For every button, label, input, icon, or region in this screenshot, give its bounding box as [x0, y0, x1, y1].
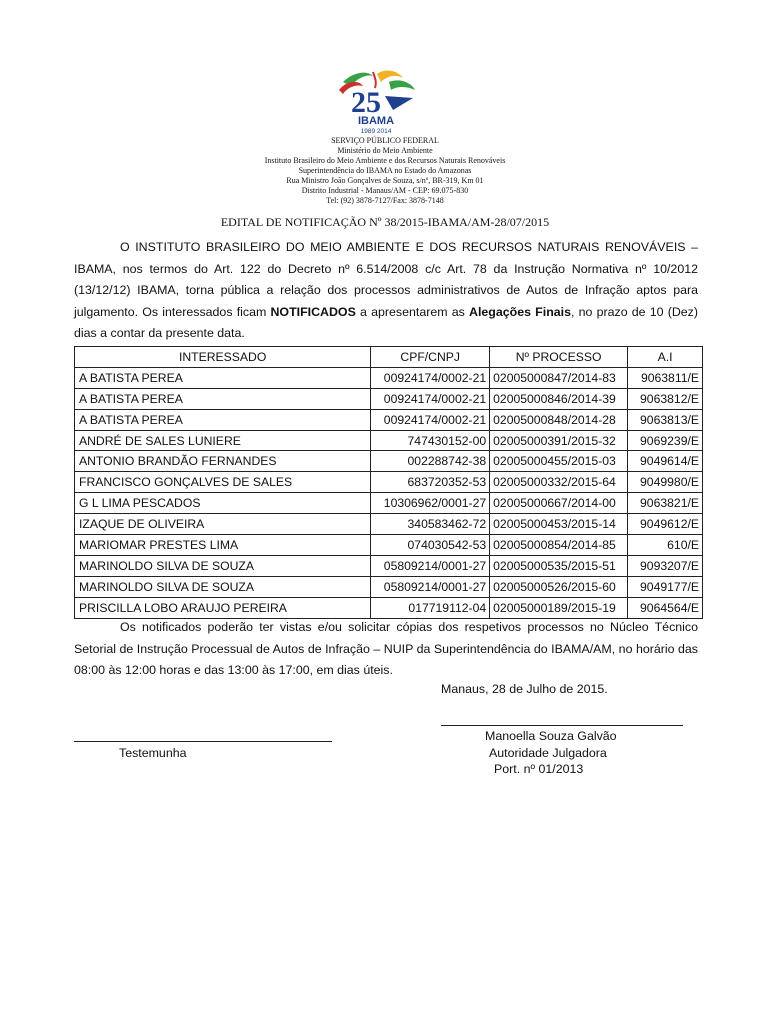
table-row [75, 535, 703, 556]
cell-interessado: A BATISTA PEREA [75, 388, 371, 409]
header-line-3: Instituto Brasileiro do Meio Ambiente e dos Recursos Naturais Renováveis [264, 156, 506, 165]
cell-ai: 9064564/E [628, 597, 703, 618]
table-header-row [75, 347, 703, 368]
table-row [75, 451, 703, 472]
cell-interessado: FRANCISCO GONÇALVES DE SALES [75, 472, 371, 493]
cell-cpf-cnpj: 00924174/0002-21 [371, 367, 490, 388]
cell-interessado: A BATISTA PEREA [75, 367, 371, 388]
table-row [75, 514, 703, 535]
cell-cpf-cnpj: 00924174/0002-21 [371, 409, 490, 430]
intro-text-2: a apresentarem as [355, 304, 470, 319]
cell-ai: 9063811/E [628, 367, 703, 388]
table-row [75, 367, 703, 388]
signatory-name: Manoella Souza Galvão [485, 729, 617, 743]
cell-ai: 9063821/E [628, 493, 703, 514]
header-ai: A.I [628, 347, 703, 368]
cell-interessado: ANDRÉ DE SALES LUNIERE [75, 430, 371, 451]
table-row [75, 597, 703, 618]
cell-interessado: PRISCILLA LOBO ARAUJO PEREIRA [75, 597, 371, 618]
table-row [75, 555, 703, 576]
cell-ai: 9063812/E [628, 388, 703, 409]
cell-ai: 610/E [628, 535, 703, 556]
header-interessado: INTERESSADO [75, 347, 371, 368]
cell-interessado: MARIOMAR PRESTES LIMA [75, 535, 371, 556]
cell-cpf-cnpj: 074030542-53 [371, 535, 490, 556]
table-row [75, 409, 703, 430]
cell-ai: 9049980/E [628, 472, 703, 493]
intro-bold-notificados: NOTIFICADOS [270, 304, 356, 319]
cell-cpf-cnpj: 017719112-04 [371, 597, 490, 618]
header-line-2: Ministério do Meio Ambiente [337, 146, 433, 155]
table-row [75, 576, 703, 597]
header-processo: Nº PROCESSO [490, 347, 628, 368]
intro-paragraph [74, 237, 698, 345]
cell-cpf-cnpj: 683720352-53 [371, 472, 490, 493]
cell-processo: 02005000332/2015-64 [490, 472, 628, 493]
cell-processo: 02005000847/2014-83 [490, 367, 628, 388]
header-cpf-cnpj: CPF/CNPJ [371, 347, 490, 368]
table-row [75, 388, 703, 409]
logo-years: 1989 2014 [360, 128, 392, 134]
cell-cpf-cnpj: 747430152-00 [371, 430, 490, 451]
cell-ai: 9063813/E [628, 409, 703, 430]
svg-text:25: 25 [351, 86, 381, 119]
cell-ai: 9049612/E [628, 514, 703, 535]
cell-ai: 9049614/E [628, 451, 703, 472]
cell-processo: 02005000455/2015-03 [490, 451, 628, 472]
cell-interessado: ANTONIO BRANDÃO FERNANDES [75, 451, 371, 472]
cell-processo: 02005000391/2015-32 [490, 430, 628, 451]
cell-cpf-cnpj: 05809214/0001-27 [371, 555, 490, 576]
cell-interessado: G L LIMA PESCADOS [75, 493, 371, 514]
cell-cpf-cnpj: 00924174/0002-21 [371, 388, 490, 409]
cell-interessado: MARINOLDO SILVA DE SOUZA [75, 555, 371, 576]
cell-cpf-cnpj: 340583462-72 [371, 514, 490, 535]
closing-text: Os notificados poderão ter vistas e/ou solicitar cópias dos respetivos processos no Núcleo Técnico Setorial de Instrução Processual de Autos de Infração – NUIP da Superintendência do IBAMA/AM, no horário das 08:00 às 12:00 horas e das 13:00 às 17:00, em dias úteis. [74, 620, 698, 677]
cell-cpf-cnpj: 10306962/0001-27 [371, 493, 490, 514]
cell-cpf-cnpj: 002288742-38 [371, 451, 490, 472]
cell-interessado: IZAQUE DE OLIVEIRA [75, 514, 371, 535]
header-line-5: Rua Ministro João Gonçalves de Souza, s/nº, BR-319, Km 01 [286, 176, 484, 185]
document-title: EDITAL DE NOTIFICAÇÃO Nº 38/2015-IBAMA/AM-28/07/2015 [220, 215, 550, 229]
ibama-25-years-logo [333, 68, 419, 134]
intro-text-1: O INSTITUTO BRASILEIRO DO MEIO AMBIENTE E DOS RECURSOS NATURAIS RENOVÁVEIS – IBAMA, nos termos do Art. 122 do Decreto nº 6.514/2008 c/c Art. 78 da Instrução Normativa nº 10/2012 (13/12/12) IBAMA, torna pública a relação dos processos administrativos de Autos de Infração aptos para julgamento. Os interessados ficam [74, 240, 698, 319]
intro-bold-alegacoes: Alegações Finais [469, 304, 571, 319]
witness-label: Testemunha [119, 746, 187, 760]
signature-line-authority [441, 725, 683, 726]
cell-processo: 02005000526/2015-60 [490, 576, 628, 597]
signatory-port: Port. nº 01/2013 [494, 762, 584, 776]
intro-text-3: , no prazo de 10 (Dez) dias a contar da presente data. [74, 304, 698, 340]
cell-processo: 02005000453/2015-14 [490, 514, 628, 535]
header-line-4: Superintendência do IBAMA no Estado do Amazonas [298, 166, 472, 175]
cell-ai: 9069239/E [628, 430, 703, 451]
cell-processo: 02005000189/2015-19 [490, 597, 628, 618]
process-table [74, 346, 703, 619]
header-line-1: SERVIÇO PÚBLICO FEDERAL [331, 136, 439, 145]
header-line-6: Distrito Industrial - Manaus/AM - CEP: 69.075-830 [301, 186, 469, 195]
cell-processo: 02005000848/2014-28 [490, 409, 628, 430]
cell-processo: 02005000535/2015-51 [490, 555, 628, 576]
cell-processo: 02005000846/2014-39 [490, 388, 628, 409]
table-row [75, 430, 703, 451]
logo-wordmark: IBAMA [357, 115, 395, 127]
cell-cpf-cnpj: 05809214/0001-27 [371, 576, 490, 597]
cell-ai: 9049177/E [628, 576, 703, 597]
table-body [75, 367, 703, 618]
table-row [75, 493, 703, 514]
cell-interessado: MARINOLDO SILVA DE SOUZA [75, 576, 371, 597]
cell-processo: 02005000667/2014-00 [490, 493, 628, 514]
signatory-role: Autoridade Julgadora [489, 746, 607, 760]
closing-paragraph [74, 617, 698, 682]
cell-ai: 9093207/E [628, 555, 703, 576]
cell-interessado: A BATISTA PEREA [75, 409, 371, 430]
place-date: Manaus, 28 de Julho de 2015. [441, 682, 608, 696]
cell-processo: 02005000854/2014-85 [490, 535, 628, 556]
header-line-7: Tel: (92) 3878-7127/Fax: 3878-7148 [326, 196, 444, 205]
signature-line-witness [74, 741, 332, 742]
table-row [75, 472, 703, 493]
